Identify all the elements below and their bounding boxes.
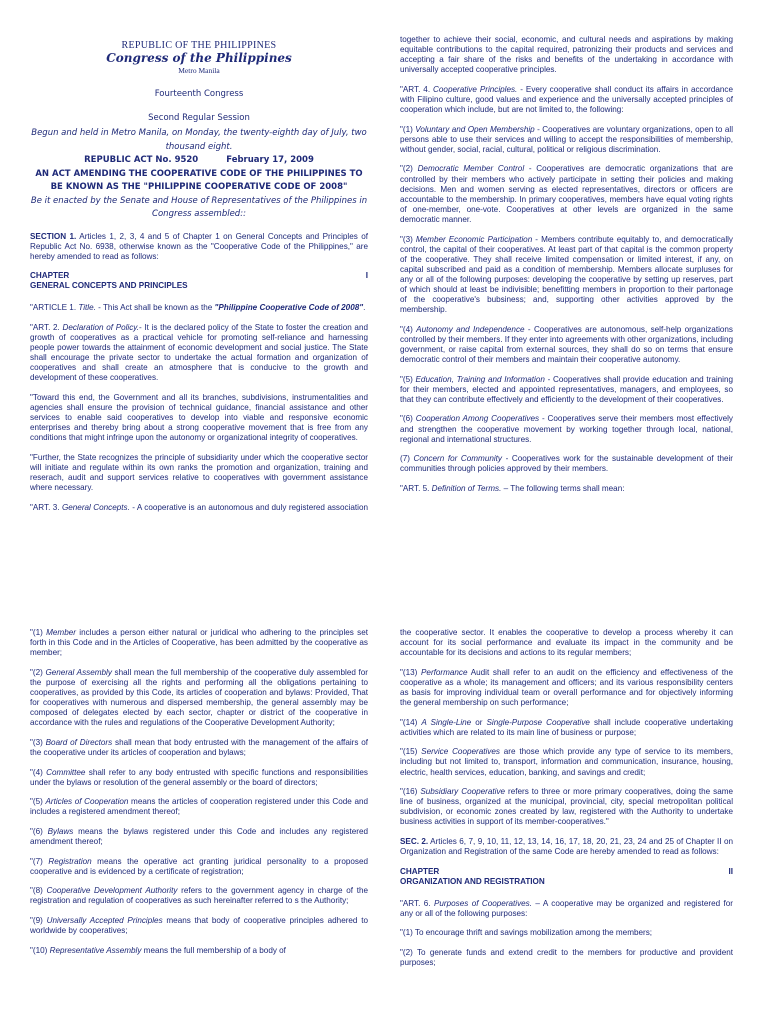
definition-14 bbox=[400, 718, 733, 738]
definition-9 bbox=[30, 916, 368, 936]
paragraph-toward: "Toward this end, the Government and all its branches, subdivisions, instrumentalities and agencies shall ensure the provision of technical guidance, financial assistance and other services to enable said cooperatives to develop into viable and responsive economic enterprises and thereby bring about a strong cooperative movement that is free from any conditions that might infringe upon the autonomy or organizational integrity of cooperatives. bbox=[30, 392, 368, 443]
principle-7 bbox=[400, 454, 733, 474]
article-text: – A cooperative may be organized and registered for any or all of the following purposes: bbox=[400, 898, 734, 918]
definition-5 bbox=[30, 797, 368, 817]
page1-left-column bbox=[30, 38, 368, 532]
principle-3 bbox=[400, 235, 733, 316]
section-label: SECTION 1. bbox=[30, 231, 77, 241]
item-text: means the bylaws registered under this Code and includes any registered amendment thereof; bbox=[30, 826, 368, 846]
item-title: Articles of Cooperation bbox=[45, 797, 129, 807]
item-text: - Cooperatives serve their members most effectively and strengthen the cooperative movement by working together through local, national, regional and international structures. bbox=[400, 414, 733, 444]
item-title: Representative Assembly bbox=[49, 945, 142, 955]
session-heading: Second Regular Session bbox=[148, 113, 250, 123]
item-text: means the articles of cooperation registered under this Code and includes a registered amendment thereof; bbox=[30, 797, 368, 817]
item-prefix: "(15) bbox=[400, 747, 422, 757]
item-prefix: "(16) bbox=[400, 787, 421, 797]
item-title: Education, Training and Information bbox=[415, 374, 545, 384]
article-text: - This Act shall be known as the bbox=[95, 303, 215, 313]
document-page-2 bbox=[0, 512, 768, 1024]
item-text: Audit shall refer to an audit on the efficiency and effectiveness of the cooperative as a whole; its management and officers; and its various responsibility centers as basis for improving individual team or overall performance and for objectively informing the general membership on such performance; bbox=[400, 667, 733, 708]
page2-right-column bbox=[400, 628, 733, 978]
begun-statement: Begun and held in Metro Manila, on Monday, the twenty-eighth day of July, two thousand eight. bbox=[31, 128, 367, 152]
item-prefix: "(2) bbox=[400, 164, 418, 174]
item-prefix: "(5) bbox=[400, 374, 416, 384]
definition-6 bbox=[30, 827, 368, 847]
item-text: shall mean the full membership of the cooperative duly assembled for the purpose of exercising all the rights and performing all the obligations pertaining to cooperatives, as provided by this Code, its articles of cooperation and bylaws: Provided, That for cooperatives with numerous and dispersed membership, the general assembly may be composed of delegates elected by each sector, chapter or district of the cooperative in accordance with the rules and regulations of the Cooperative Development Authority; bbox=[30, 667, 368, 728]
item-text: means that body of cooperative principles adhered to worldwide by cooperatives; bbox=[30, 915, 368, 936]
article-title: Definition of Terms. bbox=[431, 483, 502, 493]
congress-heading: Congress of the Philippines bbox=[106, 51, 292, 65]
chapter-number: I bbox=[365, 271, 368, 281]
article-text: - A cooperative is an autonomous and duly registered association bbox=[132, 502, 369, 512]
item-prefix: "(8) bbox=[30, 886, 47, 896]
definition-4 bbox=[30, 768, 368, 788]
item-prefix: "(4) bbox=[30, 767, 47, 777]
enacting-clause: Be it enacted by the Senate and House of Representatives of the Philippines in Congress assembled:: bbox=[30, 195, 368, 219]
chapter-title: ORGANIZATION AND REGISTRATION bbox=[400, 876, 545, 886]
congress-number: Fourteenth Congress bbox=[154, 89, 244, 99]
item-prefix: "(7) bbox=[30, 856, 49, 866]
item-text: - Cooperatives shall provide education and training for their members, elected and appointed representatives, managers, and employees, so that they can contribute effectively and efficiently to the development of their cooperatives. bbox=[400, 374, 734, 404]
item-title: Performance bbox=[421, 667, 468, 677]
definition-8 bbox=[30, 886, 368, 906]
item-title: Committee bbox=[46, 767, 86, 777]
definition-12-continued: the cooperative sector. It enables the cooperative to develop a process whereby it can account for its social performance and evaluate its impact in the community and be accountable for its decisions and actions to its regular members; bbox=[400, 628, 733, 658]
item-text: shall refer to any body entrusted with specific functions and responsibilities under the bylaws or resolution of the general assembly or the board of directors; bbox=[30, 767, 368, 787]
definition-10 bbox=[30, 946, 368, 956]
item-prefix: "(1) bbox=[30, 628, 47, 637]
code-name: "Philippine Cooperative Code of 2008" bbox=[214, 303, 364, 313]
definition-15 bbox=[400, 747, 733, 777]
item-title: Service Cooperatives bbox=[421, 747, 500, 757]
article-prefix: "ART. 6. bbox=[400, 898, 434, 908]
item-title: Concern for Community bbox=[413, 454, 502, 464]
item-prefix: "(5) bbox=[30, 797, 46, 807]
article-prefix: "ART. 3. bbox=[30, 502, 62, 512]
item-prefix: "(3) bbox=[30, 737, 46, 747]
act-title: AN ACT AMENDING THE COOPERATIVE CODE OF THE PHILIPPINES TO BE KNOWN AS THE "PHILIPPINE COOPERATIVE CODE OF 2008" bbox=[35, 168, 363, 192]
item-text: means the full membership of a body of bbox=[141, 945, 286, 955]
item-prefix: (7) bbox=[400, 454, 414, 464]
principle-5 bbox=[400, 375, 733, 405]
article-title: Purposes of Cooperatives. bbox=[433, 898, 533, 908]
item-text: refers to three or more primary cooperatives, doing the same line of business, organized at the municipal, provincial, city, special metropolitan political subdivision, or economic zones created by law, registered with the Authority to undertake business activities in support of its member-cooperatives." bbox=[400, 787, 733, 827]
item-title: Autonomy and Independence bbox=[416, 324, 525, 334]
principle-2 bbox=[400, 164, 733, 225]
section-text: Articles 1, 2, 3, 4 and 5 of Chapter 1 on General Concepts and Principles of Republic Act No. 6938, otherwise known as the "Cooperative Code of the Philippines," are hereby amended to read as follows: bbox=[30, 231, 369, 261]
item-prefix: "(2) bbox=[30, 667, 46, 677]
item-text: refers to the government agency in charge of the registration and regulation of cooperatives as such hereinafter referred to s the Authority; bbox=[30, 886, 368, 906]
item-prefix: "(3) bbox=[400, 234, 416, 244]
item-title: Member Economic Participation bbox=[415, 234, 533, 244]
chapter-heading bbox=[400, 867, 733, 877]
item-text: - Cooperatives are autonomous, self-help organizations controlled by their members. If they enter into agreements with other organizations, including government, or raise capital from external sources, they shall do so on terms that ensure democratic control of their members and maintain their cooperative autonomy. bbox=[400, 324, 733, 365]
article-title: Cooperative Principles. bbox=[433, 84, 518, 94]
article-title: Title. bbox=[78, 303, 96, 313]
chapter-label: CHAPTER bbox=[30, 271, 70, 281]
item-title: Board of Directors bbox=[45, 737, 113, 747]
ra-date: February 17, 2009 bbox=[226, 155, 314, 165]
item-title: A Single-Line bbox=[421, 717, 472, 727]
item-prefix: "(10) bbox=[30, 945, 50, 955]
article-5 bbox=[400, 484, 733, 494]
item-prefix: "(14) bbox=[400, 717, 422, 727]
article-text: – The following terms shall mean: bbox=[501, 483, 625, 493]
purpose-1: "(1) To encourage thrift and savings mobilization among the members; bbox=[400, 928, 653, 938]
item-title: Democratic Member Control bbox=[417, 164, 525, 174]
definition-16 bbox=[400, 787, 733, 827]
page1-right-column bbox=[400, 35, 733, 503]
item-title: General Assembly bbox=[45, 667, 112, 677]
section-2 bbox=[400, 837, 733, 857]
page2-left-column bbox=[30, 628, 368, 965]
article-text: - It is the declared policy of the State to foster the creation and growth of cooperatives as a practical vehicle for promoting self-reliance and harnessing people power towards the attainment of economic development and social justice. The State shall encourage the private sector to undertake the actual formation and organization of cooperatives and shall create an atmosphere that is conducive to the growth and development of these cooperatives. bbox=[30, 322, 368, 383]
item-title: Subsidiary Cooperative bbox=[420, 787, 506, 797]
item-text: - Cooperatives are democratic organizations that are controlled by their members who actively participate in setting their policies and making decisions. Men and women serving as elected representatives, directors or officers are accountable to the membership. In primary cooperatives, members have equal voting rights of one-member, one-vote. Cooperatives at other levels are organized in the same democratic manner. bbox=[400, 164, 733, 224]
item-text: or bbox=[471, 717, 487, 727]
chapter-number: II bbox=[728, 866, 733, 876]
item-prefix: "(6) bbox=[30, 826, 48, 836]
item-prefix: "(13) bbox=[400, 667, 421, 677]
purpose-2: "(2) To generate funds and extend credit to the members for productive and provident purposes; bbox=[400, 947, 733, 968]
article-6 bbox=[400, 899, 733, 919]
item-title: Cooperative Development Authority bbox=[46, 886, 178, 896]
item-title: Registration bbox=[48, 856, 92, 866]
republic-heading: REPUBLIC OF THE PHILIPPINES bbox=[121, 40, 277, 51]
item-prefix: "(9) bbox=[30, 915, 47, 925]
document-header bbox=[30, 40, 368, 222]
article-4 bbox=[400, 85, 733, 115]
item-prefix: "(6) bbox=[400, 414, 416, 424]
paragraph-further: "Further, the State recognizes the principle of subsidiarity under which the cooperative sector will initiate and regulate within its own ranks the promotion and organization, training and reserach, audit and support services relative to cooperatives with government assistance where necessary. bbox=[30, 452, 368, 493]
item-title: Single-Purpose Cooperative bbox=[486, 717, 590, 727]
article-text: - Every cooperative shall conduct its affairs in accordance with Filipino culture, good values and experience and the universally accepted principles of cooperation which include, but are not limited to, the following: bbox=[400, 84, 733, 115]
article-prefix: "ART. 2. bbox=[30, 322, 63, 332]
definition-7 bbox=[30, 857, 368, 877]
item-text: shall mean that body entrusted with the management of the affairs of the cooperative under its articles of cooperation and bylaws; bbox=[30, 737, 368, 757]
item-text: are those which provide any type of service to its members, including but not limited to, transport, information and communication, insurance, housing, electric, health services, education, banking, and savings and credit; bbox=[400, 747, 733, 777]
item-title: Member bbox=[46, 628, 76, 637]
section-label: SEC. 2. bbox=[400, 837, 429, 846]
principle-1 bbox=[400, 125, 733, 155]
article-text: . bbox=[363, 303, 366, 313]
city-heading: Metro Manila bbox=[178, 66, 220, 75]
article-title: General Concepts. bbox=[61, 502, 130, 512]
article-prefix: "ART. 4. bbox=[400, 84, 434, 94]
item-text: means the operative act granting juridical personality to a proposed cooperative and is evidenced by a certificate of registration; bbox=[30, 856, 368, 876]
chapter-label: CHAPTER bbox=[400, 866, 440, 876]
item-title: Voluntary and Open Membership bbox=[415, 124, 535, 134]
republic-act-line bbox=[30, 154, 368, 168]
item-text: - Cooperatives work for the sustainable development of their communities through policies approved by their members. bbox=[400, 454, 734, 474]
chapter-title: GENERAL CONCEPTS AND PRINCIPLES bbox=[30, 281, 188, 291]
definition-3 bbox=[30, 738, 368, 758]
item-title: Bylaws bbox=[47, 826, 74, 836]
section-text: Articles 6, 7, 9, 10, 11, 12, 13, 14, 16, 17, 18, 20, 21, 23, 24 and 25 of Chapter II on Organization and Registration of the same Code are hereby amended to read as follows: bbox=[400, 837, 733, 857]
item-text: includes a person either natural or juridical who adhering to the principles set forth in this Code and in the Articles of Cooperative, has been admitted by the cooperative as member; bbox=[30, 628, 368, 658]
article-prefix: "ARTICLE 1. bbox=[30, 303, 79, 313]
item-prefix: "(4) bbox=[400, 324, 417, 334]
article-prefix: "ART. 5. bbox=[400, 483, 432, 493]
article-title: Declaration of Policy. bbox=[62, 322, 140, 332]
definition-13 bbox=[400, 668, 733, 708]
article-2 bbox=[30, 323, 368, 384]
item-prefix: "(1) bbox=[400, 124, 416, 134]
chapter-heading bbox=[30, 271, 368, 281]
item-text: - Cooperatives are voluntary organizations, open to all persons able to use their services and willing to accept the responsibilities of membership, without gender, social, racial, cultural, political or religious discrimination. bbox=[400, 124, 733, 154]
item-text: shall include cooperative undertaking activities which are related to its main line of business or purpose; bbox=[400, 717, 733, 737]
definition-1 bbox=[30, 628, 368, 658]
article-1 bbox=[30, 303, 368, 313]
article-3-continued: together to achieve their social, economic, and cultural needs and aspirations by making equitable contributions to the capital required, patronizing their products and services and accepting a fair share of the risks and benefits of the undertaking in accordance with universally accepted cooperative principles. bbox=[400, 35, 733, 75]
definition-2 bbox=[30, 668, 368, 729]
principle-6 bbox=[400, 414, 733, 444]
item-title: Cooperation Among Cooperatives bbox=[415, 414, 540, 424]
section-1 bbox=[30, 232, 368, 262]
item-text: - Members contribute equitably to, and democratically control, the capital of their cooperatives. At least part of that capital is the common property of the cooperative. They shall receive limited compensation or limited interest, if any, on capital subscribed and paid as a condition of membership. Members allocate surpluses for any or all of the following purposes: developing the cooperative by setting up reserves, part of which should at least be indivisible; benefitting members in proportion to their partonage of the cooperative's bubsiness; and, supporting other activities approved by the membership. bbox=[400, 234, 733, 315]
item-title: Universally Accepted Principles bbox=[46, 915, 163, 925]
principle-4 bbox=[400, 325, 733, 365]
ra-number: REPUBLIC ACT No. 9520 bbox=[84, 155, 199, 165]
